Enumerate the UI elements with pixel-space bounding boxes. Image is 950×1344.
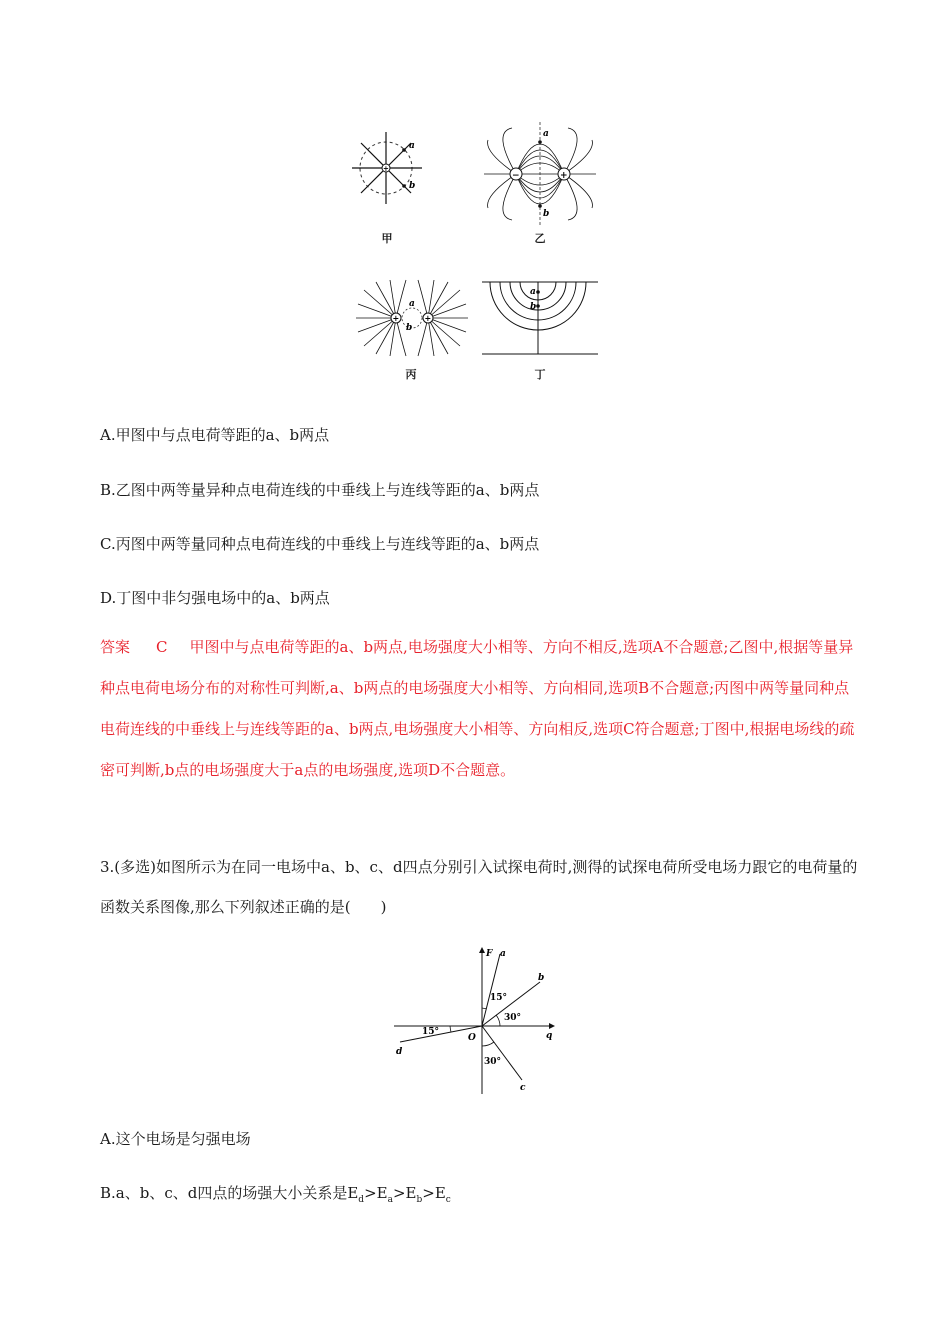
bing-charge-left: + xyxy=(392,313,400,323)
answer-explanation: 甲图中与点电荷等距的a、b两点,电场强度大小相等、方向不相反,选项A不合题意;乙图中,根据等量异种点电荷电场分布的对称性可判断,a、b两点的电场强度大小相等、方向相同,选项B不合题意;丙图中两等量同种点电荷连线的中垂线上与连线等距的a、b两点,电场强度大小相等、方向相反,选项C符合题意;丁图中,根据电场线的疏密可判断,b点的电场强度大于a点的电场强度,选项D不合题意。 xyxy=(100,638,855,779)
jia-label-a: a xyxy=(409,141,415,151)
figure-ding xyxy=(482,276,600,358)
yi-charge-right: + xyxy=(560,171,568,181)
q3-graph xyxy=(394,946,566,1094)
graph-axis-q: q xyxy=(546,1031,553,1041)
graph-line-b: b xyxy=(538,973,545,983)
caption-ding: 丁 xyxy=(534,368,546,381)
q3-option-b: B.a、b、c、d四点的场强大小关系是$E_d>E_a>E_b>E_c$ xyxy=(100,1184,451,1205)
graph-line-a: a xyxy=(500,949,506,959)
ding-label-b: b xyxy=(530,302,537,312)
q2-option-b: B.乙图中两等量异种点电荷连线的中垂线上与连线等距的a、b两点 xyxy=(100,481,540,499)
q2-option-c: C.丙图中两等量同种点电荷连线的中垂线上与连线等距的a、b两点 xyxy=(100,535,540,553)
yi-label-a: a xyxy=(543,129,549,139)
answer-label: 答案 xyxy=(100,638,131,656)
q3-stem: 3.(多选)如图所示为在同一电场中a、b、c、d四点分别引入试探电荷时,测得的试探电荷所受电场力跟它的电荷量的函数关系图像,那么下列叙述正确的是( ) xyxy=(100,858,858,916)
figure-yi xyxy=(482,122,598,226)
graph-angle-d: 15° xyxy=(422,1027,440,1037)
graph-axis-f: F xyxy=(486,949,493,959)
q3-option-b-text: B.a、b、c、d四点的场强大小关系是 xyxy=(100,1184,348,1202)
jia-label-b: b xyxy=(409,181,416,191)
figure-jia xyxy=(350,130,430,210)
graph-angle-a: 15° xyxy=(490,993,508,1003)
graph-line-d: d xyxy=(396,1047,403,1057)
q3-option-a: A.这个电场是匀强电场 xyxy=(100,1130,251,1148)
answer-choice: C xyxy=(156,638,168,656)
jia-charge: + xyxy=(383,164,389,173)
q2-option-a: A.甲图中与点电荷等距的a、b两点 xyxy=(100,426,330,444)
bing-label-b: b xyxy=(406,323,413,333)
bing-charge-right: + xyxy=(424,313,432,323)
q2-option-d: D.丁图中非匀强电场中的a、b两点 xyxy=(100,589,330,607)
graph-angle-c: 30° xyxy=(484,1057,502,1067)
answer-block xyxy=(100,627,860,791)
graph-angle-b: 30° xyxy=(504,1013,522,1023)
figure-bing xyxy=(356,278,468,358)
caption-bing: 丙 xyxy=(405,368,417,381)
caption-yi: 乙 xyxy=(534,232,546,245)
yi-charge-left: − xyxy=(512,171,520,181)
bing-label-a: a xyxy=(409,299,415,309)
graph-origin: O xyxy=(468,1033,476,1043)
yi-label-b: b xyxy=(543,209,550,219)
caption-jia: 甲 xyxy=(381,232,393,245)
graph-line-c: c xyxy=(520,1083,526,1093)
ding-label-a: a xyxy=(530,287,536,297)
